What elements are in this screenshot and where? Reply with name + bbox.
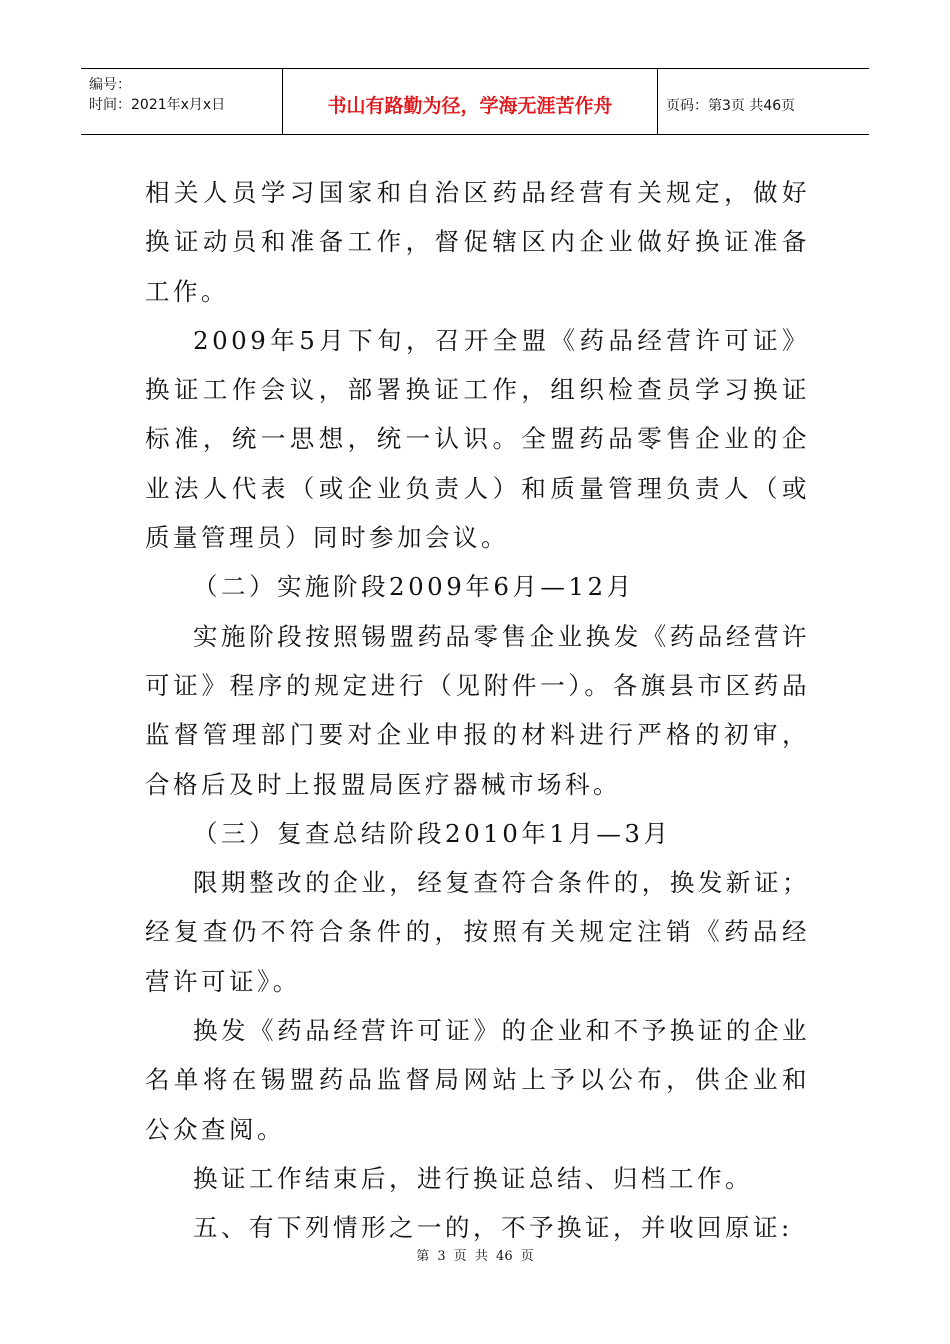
body-paragraph: 换证工作结束后，进行换证总结、归档工作。 [193, 1163, 753, 1193]
page-footer: 第 3 页 共 46 页 [416, 1249, 534, 1264]
header-meta [81, 69, 283, 134]
document-body [145, 168, 810, 1253]
section-heading: （三）复查总结阶段2010年1月—3月 [193, 818, 672, 848]
body-paragraph: 五、有下列情形之一的，不予换证，并收回原证: [193, 1213, 793, 1243]
header-page-info: 页码：第3页 共46页 [666, 97, 796, 114]
body-paragraph: 限期整改的企业，经复查符合条件的，换发新证；经复查仍不符合条件的，按照有关规定注销《药品经营许可证》。 [145, 868, 810, 996]
page-header [81, 68, 869, 135]
document-date: 时间：2021年x月x日 [89, 97, 226, 113]
body-paragraph: 换发《药品经营许可证》的企业和不予换证的企业名单将在锡盟药品监督局网站上予以公布，供企业和公众查阅。 [145, 1016, 810, 1144]
body-paragraph: 实施阶段按照锡盟药品零售企业换发《药品经营许可证》程序的规定进行（见附件一）。各旗县市区药品监督管理部门要对企业申报的材料进行严格的初审，合格后及时上报盟局医疗器械市场科。 [145, 621, 810, 799]
header-motto: 书山有路勤为径，学海无涯苦作舟 [283, 69, 658, 134]
section-heading: （二）实施阶段2009年6月—12月 [193, 572, 635, 602]
document-number-label: 编号： [89, 77, 131, 93]
body-paragraph: 2009年5月下旬，召开全盟《药品经营许可证》换证工作会议，部署换证工作，组织检查员学习换证标准，统一思想，统一认识。全盟药品零售企业的企业法人代表（或企业负责人）和质量管理负责人（或质量管理员）同时参加会议。 [145, 325, 810, 553]
body-paragraph: 相关人员学习国家和自治区药品经营有关规定，做好换证动员和准备工作，督促辖区内企业做好换证准备工作。 [145, 178, 810, 306]
